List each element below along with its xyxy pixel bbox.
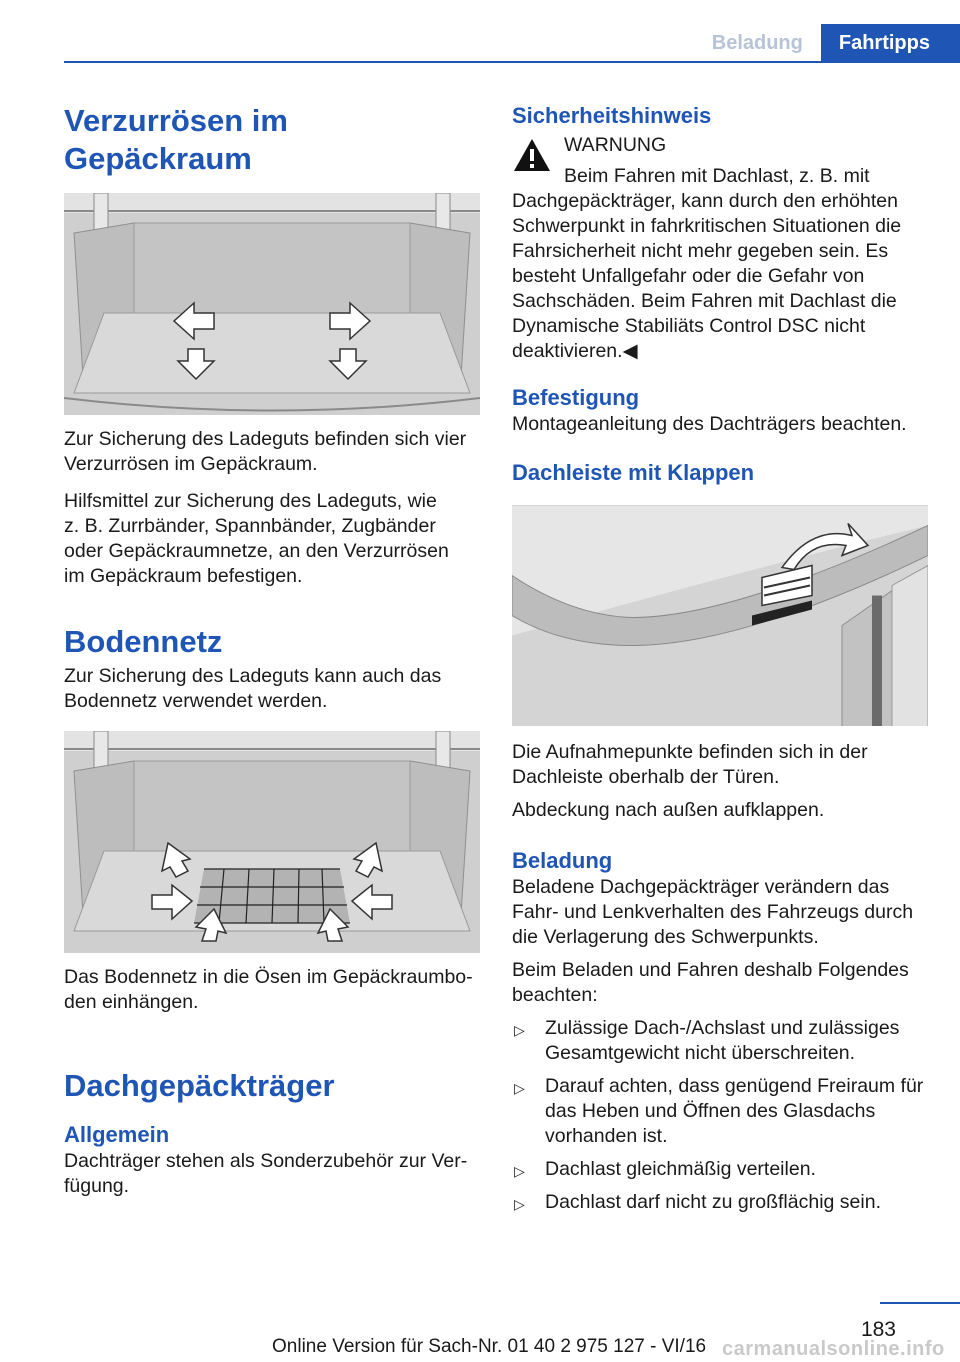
list-item-text: Darauf achten, dass genügend Freiraum für das Heben und Öffnen des Glasdachs vorhanden ist. — [545, 1075, 924, 1147]
triangle-bullet-icon: ▷ — [514, 1163, 525, 1179]
warning-triangle-icon — [512, 137, 552, 173]
page-number: 183 — [860, 1318, 896, 1341]
text-line: fügung. — [64, 1175, 130, 1197]
subsection-title-dachleiste: Dachleiste mit Klappen — [512, 460, 755, 485]
header-rule — [64, 61, 960, 63]
paragraph-beladung-2: Beim Beladen und Fahren deshalb Folgendes beachten: — [512, 959, 909, 1006]
list-item — [512, 1190, 928, 1215]
paragraph-abdeckung: Abdeckung nach außen aufklappen. — [512, 799, 825, 821]
watermark: carmanualsonline.info — [722, 1338, 945, 1360]
roof-rail-flap-image — [512, 505, 928, 726]
online-version-note: Online Version für Sach-Nr. 01 40 2 975 127 - VI/16 — [272, 1336, 707, 1357]
warning-label: WARNUNG — [564, 134, 667, 156]
paragraph-allgemein — [64, 1149, 480, 1199]
subsection-title-befestigung: Befestigung — [512, 385, 640, 410]
triangle-bullet-icon: ▷ — [514, 1080, 525, 1096]
trunk-lashing-eyes-image — [64, 193, 480, 415]
list-item-text: Dachlast darf nicht zu großflächig sein. — [545, 1191, 881, 1213]
warning-text-first-line: Beim Fahren mit Dachlast, z. B. mit — [564, 165, 870, 187]
tab-beladung[interactable]: Beladung — [694, 24, 821, 62]
caption-floor-net — [64, 965, 480, 1015]
right-column — [512, 96, 928, 1215]
list-item — [512, 1157, 928, 1182]
list-item-text: Dachlast gleichmäßig verteilen. — [545, 1158, 816, 1180]
floor-net-image — [64, 731, 480, 953]
subsection-title-beladung: Beladung — [512, 848, 613, 873]
triangle-bullet-icon: ▷ — [514, 1196, 525, 1212]
text-line: den einhängen. — [64, 991, 199, 1013]
text-line: z. B. Zurrbänder, Spannbänder, Zugbänder — [64, 515, 436, 537]
left-column — [64, 96, 480, 1199]
chapter-tabs — [694, 24, 960, 62]
warning-block — [512, 133, 928, 364]
warning-text: Dachgepäckträger, kann durch den erhöhten Schwerpunkt in fahrkritischen Situationen die Fahrsicherheit nicht mehr gegeben sein. Es besteht Unfallgefahr oder die Gefahr von Sachschäden. Beim Fahren mit Dachlast die Dynamische Stabiliäts Control DSC nicht deaktivieren.◀ — [512, 190, 902, 362]
paragraph-aids — [64, 489, 480, 589]
section-title-dachgepaecktraeger: Dachgepäckträger — [64, 1068, 335, 1103]
floor-net-illustration — [64, 731, 480, 953]
subsection-title-allgemein: Allgemein — [64, 1122, 170, 1147]
trunk-illustration — [64, 193, 480, 415]
roof-rail-illustration — [512, 505, 928, 726]
text-line: Dachträger stehen als Sonderzubehör zur Ver- — [64, 1150, 468, 1172]
subsection-title-sicherheitshinweis: Sicherheitshinweis — [512, 103, 712, 128]
list-item — [512, 1016, 928, 1066]
text-line: Das Bodennetz in die Ösen im Gepäckraumbo- — [64, 966, 473, 988]
paragraph-beladung-1: Beladene Dachgepäckträger verändern das Fahr- und Lenkverhalten des Fahrzeugs durch die Verlagerung des Schwerpunkts. — [512, 876, 914, 948]
text-line: im Gepäckraum befestigen. — [64, 565, 303, 587]
section-title-bodennetz: Bodennetz — [64, 624, 223, 659]
footer-rule — [880, 1302, 960, 1304]
tab-fahrtipps[interactable]: Fahrtipps — [821, 24, 960, 62]
triangle-bullet-icon: ▷ — [514, 1022, 525, 1038]
paragraph-befestigung: Montageanleitung des Dachträgers beachten. — [512, 413, 907, 435]
list-item — [512, 1074, 928, 1149]
loading-rules-list — [512, 1016, 928, 1215]
section-title-verzurroesen: Verzurrösen im Gepäckraum — [64, 103, 288, 176]
text-line: oder Gepäckraumnetze, an den Verzurrösen — [64, 540, 449, 562]
paragraph-lashing-eyes: Zur Sicherung des Ladeguts befinden sich vier Verzurrösen im Gepäckraum. — [64, 428, 467, 475]
text-line: Hilfsmittel zur Sicherung des Ladeguts, wie — [64, 490, 437, 512]
paragraph-aufnahmepunkte: Die Aufnahmepunkte befinden sich in der Dachleiste oberhalb der Türen. — [512, 741, 868, 788]
list-item-text: Zulässige Dach-/Achslast und zulässiges Gesamtgewicht nicht überschreiten. — [545, 1017, 900, 1064]
paragraph-bodennetz: Zur Sicherung des Ladeguts kann auch das Bodennetz verwendet werden. — [64, 665, 442, 712]
